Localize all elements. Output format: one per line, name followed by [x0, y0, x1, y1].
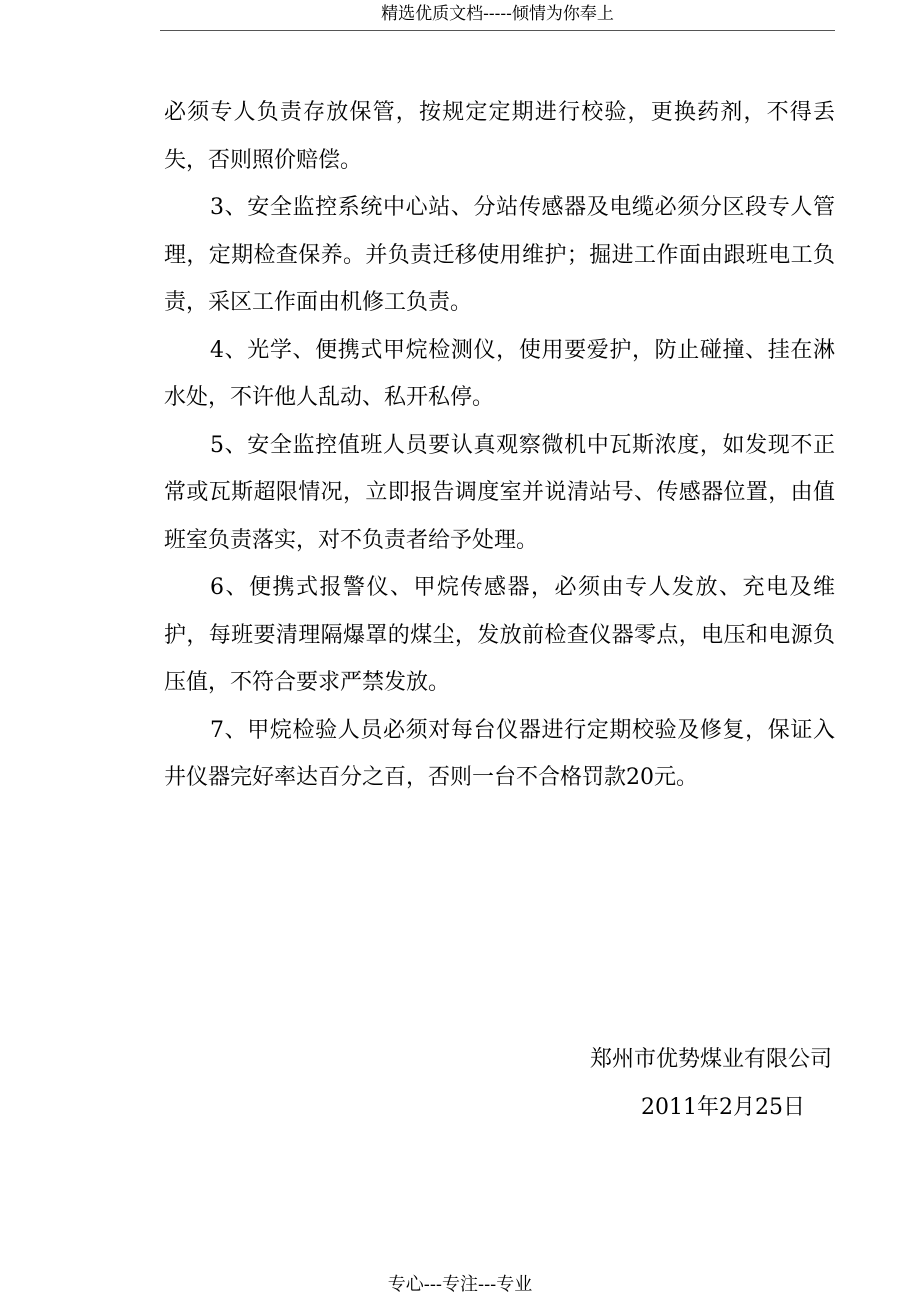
paragraph-item-3: 3、安全监控系统中心站、分站传感器及电缆必须分区段专人管理，定期检查保养。并负责迁移使用维护；掘进工作面由跟班电工负责，采区工作面由机修工负责。 [164, 195, 835, 315]
paragraph-item-7: 7、甲烷检验人员必须对每台仪器进行定期校验及修复，保证入井仪器完好率达百分之百，否则一台不合格罚款20元。 [164, 717, 835, 790]
paragraph-continuation: 必须专人负责存放保管，按规定定期进行校验，更换药剂，不得丢失，否则照价赔偿。 [164, 100, 835, 173]
paragraph-item-5: 5、安全监控值班人员要认真观察微机中瓦斯浓度，如发现不正常或瓦斯超限情况，立即报告调度室并说清站号、传感器位置，由值班室负责落实，对不负责者给予处理。 [164, 432, 835, 553]
paragraph-item-4: 4、光学、便携式甲烷检测仪，使用要爱护，防止碰撞、挂在淋水处，不许他人乱动、私开私停。 [164, 337, 835, 410]
page-header [160, 0, 835, 31]
header-text: 精选优质文档-----倾情为你奉上 [381, 4, 614, 24]
paragraph-item-6: 6、便携式报警仪、甲烷传感器，必须由专人发放、充电及维护，每班要清理隔爆罩的煤尘，发放前检查仪器零点，电压和电源负压值，不符合要求严禁发放。 [164, 575, 835, 695]
footer-text: 专心---专注---专业 [387, 1274, 533, 1295]
signature-company: 郑州市优势煤业有限公司 [589, 1047, 832, 1072]
document-body [164, 89, 835, 802]
signature-date: 2011年2月25日 [641, 1095, 805, 1120]
page-footer [0, 1272, 920, 1298]
